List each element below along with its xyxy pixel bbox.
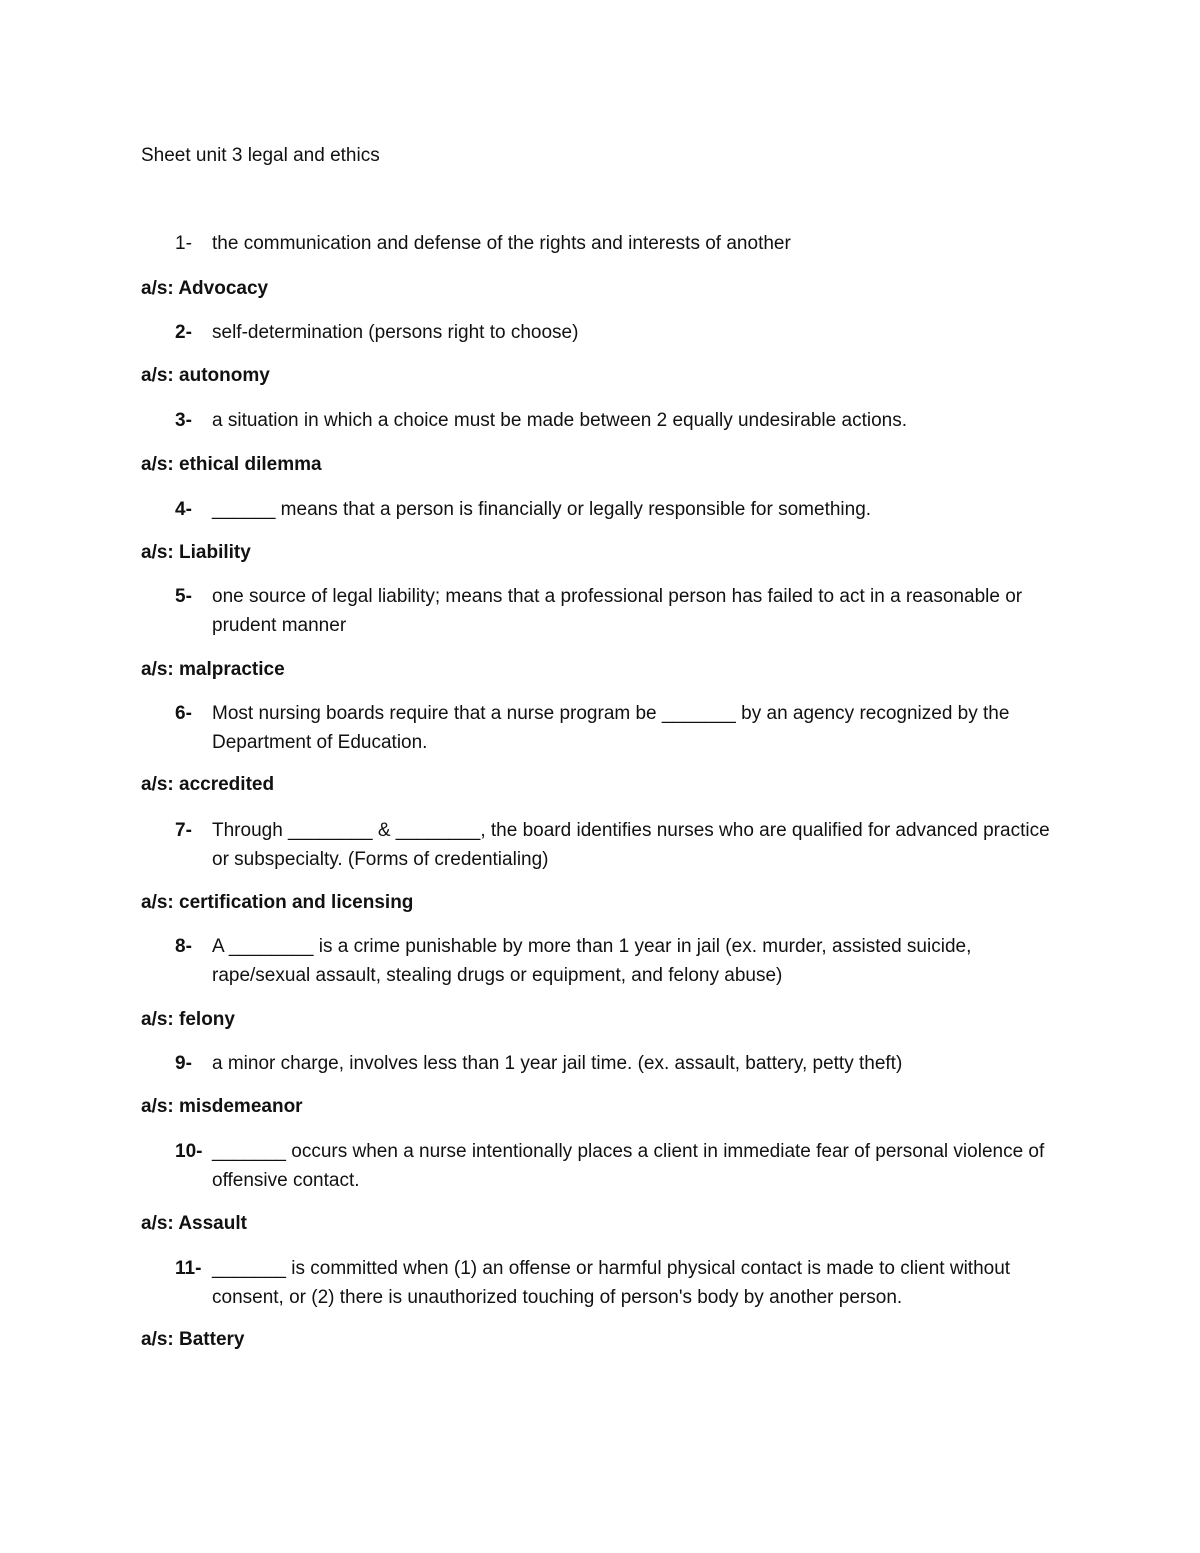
question-number: 4- bbox=[175, 499, 192, 520]
answer-line: a/s: misdemeanor bbox=[141, 1096, 303, 1117]
question-item bbox=[175, 1049, 1065, 1078]
question-number: 10- bbox=[175, 1141, 203, 1162]
question-item bbox=[175, 1254, 1065, 1312]
question-text: self-determination (persons right to choose) bbox=[212, 322, 579, 343]
question-text: _______ is committed when (1) an offense or harmful physical contact is made to client without consent, or (2) there is unauthorized touching of person's body by another person. bbox=[212, 1258, 1011, 1308]
answer-line: a/s: felony bbox=[141, 1009, 235, 1030]
answer-line: a/s: Assault bbox=[141, 1213, 247, 1234]
question-number: 6- bbox=[175, 703, 192, 724]
answer-line: a/s: autonomy bbox=[141, 365, 270, 386]
question-text: _______ occurs when a nurse intentionally places a client in immediate fear of personal violence of offensive contact. bbox=[212, 1141, 1045, 1191]
question-item bbox=[175, 932, 1065, 990]
question-item bbox=[175, 318, 1065, 347]
document-title: Sheet unit 3 legal and ethics bbox=[141, 145, 380, 166]
question-number: 7- bbox=[175, 820, 192, 841]
question-text: a situation in which a choice must be made between 2 equally undesirable actions. bbox=[212, 410, 907, 431]
question-text: Through ________ & ________, the board identifies nurses who are qualified for advanced practice or subspecialty. (Forms of credentialing) bbox=[212, 820, 1050, 870]
question-item bbox=[175, 1137, 1065, 1195]
question-item bbox=[175, 699, 1065, 757]
answer-line: a/s: ethical dilemma bbox=[141, 454, 322, 475]
question-number: 11- bbox=[175, 1258, 202, 1279]
answer-line: a/s: Battery bbox=[141, 1329, 245, 1350]
question-number: 1- bbox=[175, 233, 192, 254]
question-text: Most nursing boards require that a nurse program be _______ by an agency recognized by the Department of Education. bbox=[212, 703, 1010, 753]
question-number: 3- bbox=[175, 410, 192, 431]
question-number: 9- bbox=[175, 1053, 192, 1074]
answer-line: a/s: malpractice bbox=[141, 659, 285, 680]
answer-line: a/s: Advocacy bbox=[141, 278, 269, 299]
question-item bbox=[175, 406, 1065, 435]
answer-line: a/s: accredited bbox=[141, 774, 275, 795]
question-item bbox=[175, 495, 1065, 524]
question-item bbox=[175, 229, 1065, 258]
question-number: 2- bbox=[175, 322, 192, 343]
question-text: ______ means that a person is financially or legally responsible for something. bbox=[212, 499, 872, 520]
question-number: 5- bbox=[175, 586, 192, 607]
question-text: a minor charge, involves less than 1 year jail time. (ex. assault, battery, petty theft) bbox=[212, 1053, 903, 1074]
question-item bbox=[175, 582, 1065, 640]
question-number: 8- bbox=[175, 936, 192, 957]
answer-line: a/s: certification and licensing bbox=[141, 892, 414, 913]
question-item bbox=[175, 816, 1065, 874]
question-text: one source of legal liability; means that a professional person has failed to act in a reasonable or prudent manner bbox=[212, 586, 1023, 636]
answer-line: a/s: Liability bbox=[141, 542, 251, 563]
question-text: the communication and defense of the rights and interests of another bbox=[212, 233, 791, 254]
question-text: A ________ is a crime punishable by more than 1 year in jail (ex. murder, assisted suicide, rape/sexual assault, stealing drugs or equipment, and felony abuse) bbox=[212, 936, 972, 986]
